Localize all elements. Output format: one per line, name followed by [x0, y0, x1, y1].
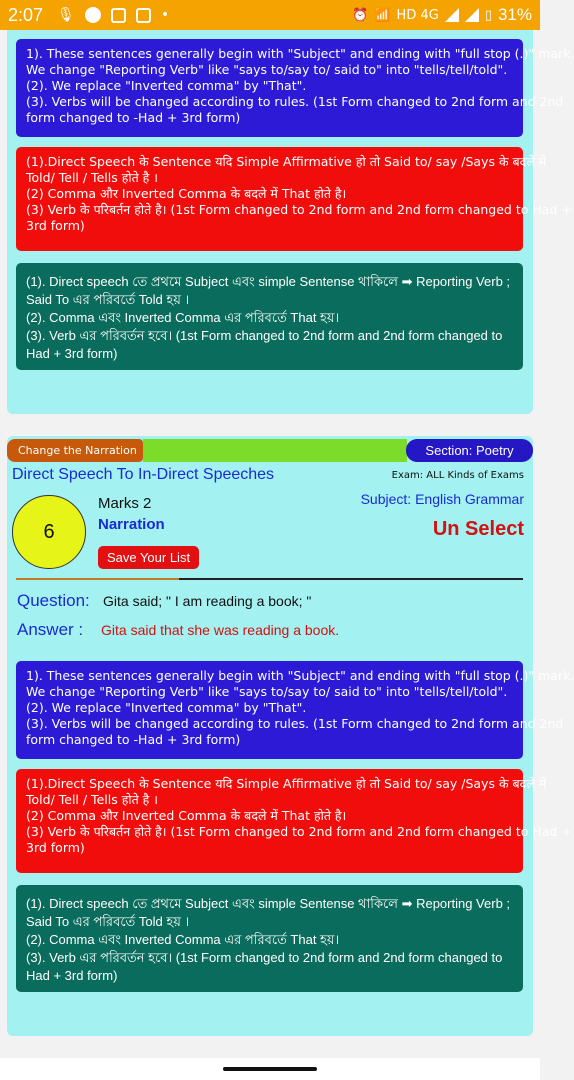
note-line: (3). Verb এর পরিবর্তন হবে। (1st Form changed to 2nd form and 2nd form changed to [26, 950, 503, 965]
note-line: 1). These sentences generally begin with "Subject" and ending with "full stop (.)" mark. [26, 668, 574, 683]
english-rules-card [16, 661, 574, 759]
note-line: Told/ Tell / Tells होते है । [26, 792, 159, 807]
note-line: form changed to -Had + 3rd form) [26, 110, 241, 125]
note-line: Said To এর পরিবর্তে Told হয় । [26, 914, 190, 929]
status-time: 2:07 [8, 4, 44, 25]
note-line: (3). Verb এর পরিবর্তন হবে। (1st Form changed to 2nd form and 2nd form changed to [26, 328, 503, 343]
note-line: (1).Direct Speech के Sentence यदि Simple Affirmative हो तो Said to/ say /Says के बदले में [26, 776, 547, 791]
question-label: Question: [17, 591, 90, 610]
notification-icons [57, 7, 169, 23]
message-icon [111, 8, 126, 23]
answer-label: Answer : [17, 620, 84, 639]
note-line: (2). We replace "Inverted comma" by "That". [26, 700, 307, 715]
note-line: Had + 3rd form) [26, 346, 118, 361]
note-line: (2) Comma और Inverted Comma के बदले में That होते है। [26, 186, 347, 201]
battery-percent: 31% [497, 5, 532, 24]
note-line: (1).Direct Speech के Sentence यदि Simple Affirmative हो तो Said to/ say /Says के बदले में [26, 154, 547, 169]
subject-label: Subject: English Grammar [360, 491, 524, 507]
status-right [352, 5, 532, 25]
note-line: (3). Verbs will be changed according to rules. (1st Form changed to 2nd form and 2nd [26, 716, 564, 731]
note-line: We change "Reporting Verb" like "says to/say to/ said to" into "tells/tell/told". [26, 62, 508, 77]
note-line: (2) Comma और Inverted Comma के बदले में That होते है। [26, 808, 347, 823]
topic-label: Narration [98, 516, 165, 533]
signal-icon [445, 8, 459, 22]
note-line: Said To এর পরিবর্তে Told হয় । [26, 292, 190, 307]
note-line: (2). Comma এবং Inverted Comma এর পরিবর্তে That হয়। [26, 932, 340, 947]
note-line: (1). Direct speech তে প্রথমে Subject এবং simple Sentense থাকিলে ➡ Reporting Verb ; [26, 274, 511, 289]
save-list-button[interactable]: Save Your List [98, 546, 199, 569]
unselect-button[interactable]: Un Select [432, 518, 524, 540]
note-line: 3rd form) [26, 840, 85, 855]
screenshot-icon [136, 8, 151, 23]
battery-icon: ▯ [484, 7, 492, 23]
note-line: (3) Verb के परिबर्तन होते है। (1st Form changed to 2nd form and 2nd form changed to Had + [26, 202, 572, 217]
alarm-icon: ⏰ [352, 7, 369, 23]
bengali-rules-card [16, 885, 523, 992]
english-rules-card [16, 39, 574, 137]
signal-icon-2 [465, 8, 479, 22]
usb-icon: 🎙 [57, 7, 75, 23]
note-line: Had + 3rd form) [26, 968, 118, 983]
note-line: 1). These sentences generally begin with "Subject" and ending with "full stop (.)" mark. [26, 46, 574, 61]
note-line: 3rd form) [26, 218, 85, 233]
question-text: Gita said; " I am reading a book; " [103, 593, 312, 609]
status-bar [0, 0, 540, 30]
exam-label: Exam: ALL Kinds of Exams [391, 470, 524, 481]
note-line: (2). Comma এবং Inverted Comma এর পরিবর্তে That হয়। [26, 310, 340, 325]
header-bar [143, 439, 407, 462]
dot-icon: • [160, 7, 170, 23]
marks-label: Marks 2 [98, 495, 152, 512]
hindi-rules-card [16, 147, 572, 251]
note-line: (3). Verbs will be changed according to rules. (1st Form changed to 2nd form and 2nd [26, 94, 564, 109]
facebook-icon [85, 7, 101, 23]
previous-question-panel [7, 30, 574, 414]
question-panel [7, 436, 574, 1036]
note-line: (2). We replace "Inverted comma" by "That". [26, 78, 307, 93]
note-line: (3) Verb के परिबर्तन होते है। (1st Form changed to 2nd form and 2nd form changed to Had + [26, 824, 572, 839]
divider-accent [16, 578, 179, 580]
question-title: Direct Speech To In-Direct Speeches [12, 466, 275, 483]
note-line: Told/ Tell / Tells होते है । [26, 170, 159, 185]
bengali-rules-card [16, 263, 523, 370]
section-tag: Section: Poetry [406, 439, 533, 462]
category-tag: Change the Narration [7, 439, 143, 462]
note-line: (1). Direct speech তে প্রথমে Subject এবং simple Sentense থাকিলে ➡ Reporting Verb ; [26, 896, 511, 911]
wifi-icon: 📶 [374, 7, 391, 23]
answer-text: Gita said that she was reading a book. [101, 622, 340, 638]
note-line: form changed to -Had + 3rd form) [26, 732, 241, 747]
network-type: HD 4G [396, 7, 439, 23]
question-number-badge: 6 [12, 495, 86, 569]
note-line: We change "Reporting Verb" like "says to/say to/ said to" into "tells/tell/told". [26, 684, 508, 699]
hindi-rules-card [16, 769, 572, 873]
home-indicator[interactable] [223, 1067, 317, 1071]
